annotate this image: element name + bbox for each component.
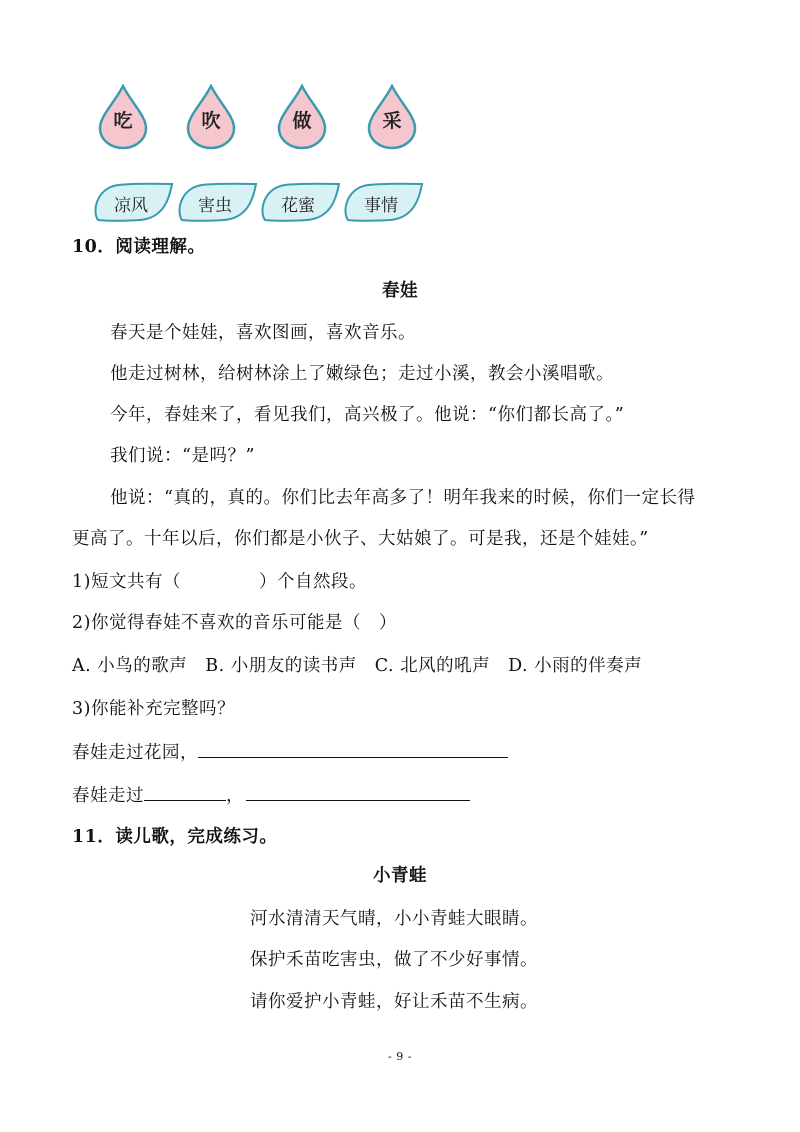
- verb-drop: [185, 84, 237, 150]
- noun-leaf: [88, 182, 174, 222]
- q10-paragraph-2: 他走过树林，给树林涂上了嫩绿色；走过小溪，教会小溪唱歌。: [110, 364, 614, 384]
- noun-leaf-label: 花蜜: [281, 196, 315, 216]
- verb-drop: [97, 84, 149, 150]
- noun-leaf: [172, 182, 258, 222]
- subquestion-1-suffix: ）个自然段。: [258, 572, 367, 592]
- q10-paragraph-5b: 更高了。十年以后，你们都是小伙子、大姑娘了。可是我，还是个娃娃。”: [72, 529, 649, 549]
- q10-fill-line-2: [72, 782, 470, 808]
- page-number: - 9 -: [388, 1050, 412, 1063]
- subquestion-1-prefix: 1)短文共有（: [72, 572, 181, 592]
- answer-blank-4[interactable]: [246, 782, 470, 801]
- noun-leaf-label: 事情: [364, 196, 398, 216]
- fill-line-2-text: 春娃走过: [72, 786, 144, 806]
- q10-subquestion-2: 2)你觉得春娃不喜欢的音乐可能是（ ）: [72, 613, 397, 633]
- q10-title: 春娃: [382, 281, 418, 301]
- answer-blank-3[interactable]: [144, 782, 226, 801]
- q10-subquestion-2-options: A. 小鸟的歌声 B. 小朋友的读书声 C. 北风的吼声 D. 小雨的伴奏声: [72, 656, 643, 676]
- verb-drop: [366, 84, 418, 150]
- q10-paragraph-3: 今年，春娃来了，看见我们，高兴极了。他说：“你们都长高了。”: [110, 405, 625, 425]
- verb-drop-label: 吃: [113, 110, 133, 132]
- q10-subquestion-3: 3)你能补充完整吗？: [72, 699, 235, 719]
- q11-heading: 11．读儿歌，完成练习。: [72, 827, 278, 847]
- q10-heading: 10．阅读理解。: [72, 237, 206, 257]
- noun-leaf: [255, 182, 341, 222]
- verb-drop-label: 做: [292, 110, 312, 132]
- poem-line-2: 保护禾苗吃害虫，做了不少好事情。: [250, 950, 538, 970]
- verb-drop-label: 采: [382, 110, 402, 132]
- poem-line-3: 请你爱护小青蛙，好让禾苗不生病。: [250, 992, 538, 1012]
- q10-paragraph-4: 我们说：“是吗？”: [110, 446, 255, 466]
- poem-line-1: 河水清清天气晴，小小青蛙大眼睛。: [250, 909, 538, 929]
- answer-blank-2[interactable]: [198, 739, 508, 758]
- q10-paragraph-5a: 他说：“真的，真的。你们比去年高多了！明年我来的时候，你们一定长得: [110, 488, 696, 508]
- fill-line-2-separator: ，: [226, 786, 244, 806]
- q10-subquestion-1: [72, 570, 367, 594]
- verb-drop-label: 吹: [201, 110, 221, 132]
- q10-paragraph-1: 春天是个娃娃，喜欢图画，喜欢音乐。: [110, 323, 416, 343]
- noun-leaf-label: 害虫: [198, 196, 232, 216]
- q10-fill-line-1: [72, 739, 508, 765]
- fill-line-1-text: 春娃走过花园，: [72, 743, 198, 763]
- verb-drop: [276, 84, 328, 150]
- q11-title: 小青蛙: [373, 866, 427, 886]
- noun-leaf-label: 凉风: [114, 196, 148, 216]
- noun-leaf: [338, 182, 424, 222]
